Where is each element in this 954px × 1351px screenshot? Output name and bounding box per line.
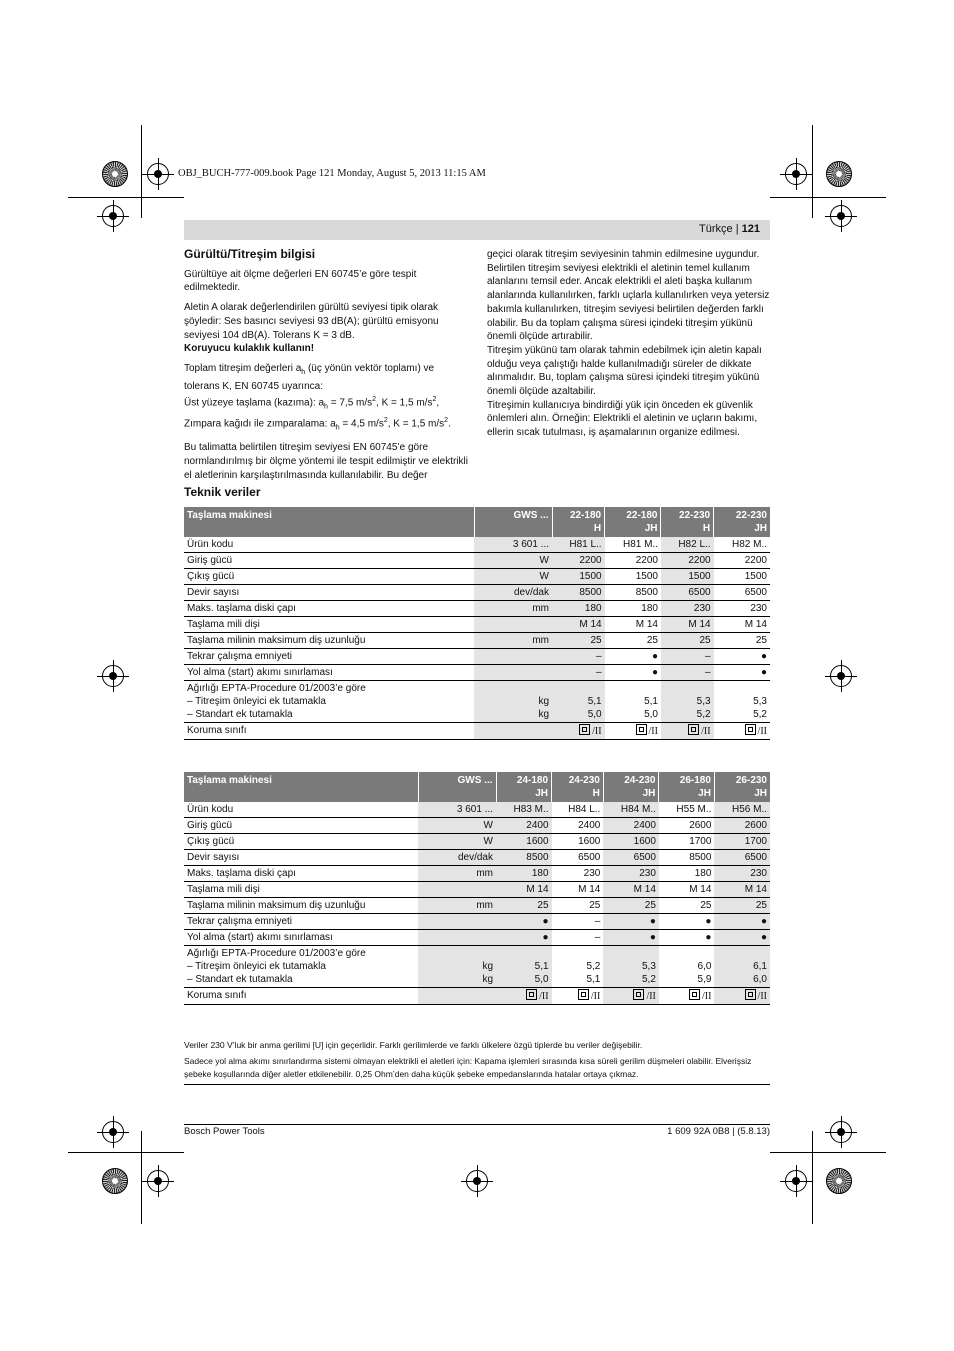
row-value: 1500 [661, 569, 714, 585]
table-row [184, 818, 770, 834]
row-value: 1600 [496, 834, 552, 850]
row-label: Ağırlığı EPTA-Procedure 01/2003’e göre – Titreşim önleyici ek tutamakla – Standart ek tutamakla [184, 946, 418, 988]
color-target-icon [102, 161, 128, 187]
model-header: 24-180 JH [496, 772, 552, 802]
row-unit: dev/dak [418, 850, 496, 866]
table-row-protection [184, 723, 770, 740]
table-row [184, 802, 770, 818]
row-unit: W [418, 834, 496, 850]
row-unit [474, 723, 552, 740]
row-value: H84 M.. [603, 802, 659, 818]
row-value: 1700 [659, 834, 715, 850]
noise-heading: Gürültü/Titreşim bilgisi [184, 247, 316, 261]
row-value: H81 L.. [552, 537, 605, 553]
noise-p2: Aletin A olarak değerlendirilen gürültü seviyesi tipik olarak şöyledir: Ses basıncı seviyesi 93 dB(A); gürültü emisyonu seviyesi 104 dB(A). Tolerans K = 3 dB. Koruyucu kulaklık kullanın! [184, 302, 439, 355]
header-unit: GWS ... [418, 772, 496, 802]
row-value: H82 L.. [661, 537, 714, 553]
row-value: 1500 [605, 569, 661, 585]
row-unit [418, 930, 496, 946]
table-row-protection [184, 988, 770, 1005]
protection-class-icon [579, 724, 590, 735]
model-header: 22-230 H [661, 507, 714, 537]
row-value: 8500 [496, 850, 552, 866]
row-label: Giriş gücü [184, 553, 474, 569]
row-unit [474, 665, 552, 681]
color-target-icon [826, 1168, 852, 1194]
table-row [184, 914, 770, 930]
vibration-sanding: Zımpara kağıdı ile zımparalama: $a_h = 4,5$ $m/s^2$, K = 1,5 $m/s^2$. [184, 417, 451, 432]
row-value: – [552, 665, 605, 681]
row-value: 6500 [714, 850, 770, 866]
model-header: 24-230 H [552, 772, 604, 802]
row-label: Tekrar çalışma emniyeti [184, 914, 418, 930]
row-unit [418, 914, 496, 930]
noise-left-column [184, 248, 468, 489]
row-value: 230 [603, 866, 659, 882]
table-row [184, 633, 770, 649]
row-value: – [661, 649, 714, 665]
row-value: 6500 [661, 585, 714, 601]
table-row [184, 553, 770, 569]
noise-right-p2: Belirtilen titreşim seviyesi elektrikli el aletinin temel kullanım alanlarını temsil eder. Ancak elektrikli el aleti başka kullanım alanlarında kullanılırken, farklı uçlarla kullanılırken veya yetersiz bakımla kullanılırken, titreşim seviyesi belirtilen değerden farklı olabilir. Bu da toplam çalışma süresi içindeki titreşim yükünü önemli ölçüde artırabilir. [487, 262, 770, 343]
table-row [184, 834, 770, 850]
row-value: 2600 [714, 818, 770, 834]
row-value: ● [605, 649, 661, 665]
ear-protection-warning: Koruyucu kulaklık kullanın! [184, 343, 315, 355]
table-header-row [184, 772, 770, 802]
protection-class: /II [552, 723, 605, 740]
row-value: 2200 [605, 553, 661, 569]
row-value: ● [659, 914, 715, 930]
vibration-surface: Üst yüzeye taşlama (kazıma): $a_h = 7,5$ $m/s^2$, K = 1,5 $m/s^2$, [184, 396, 440, 411]
protection-class: /II [714, 988, 770, 1005]
row-value: 180 [605, 601, 661, 617]
protection-class-icon [689, 989, 700, 1000]
row-value: 5,1 5,0 [605, 681, 661, 723]
row-value: ● [496, 914, 552, 930]
vibration-values: Toplam titreşim değerleri $a_h$ (üç yönün vektör toplamı) ve tolerans K, EN 60745 uyarınca: [184, 362, 435, 392]
registration-mark-icon [830, 665, 852, 687]
row-unit: 3 601 ... [418, 802, 496, 818]
registration-mark-icon [102, 205, 124, 227]
row-value: – [552, 649, 605, 665]
row-unit: mm [474, 633, 552, 649]
protection-class: /II [659, 988, 715, 1005]
row-value: 1700 [714, 834, 770, 850]
color-target-icon [826, 161, 852, 187]
row-value: ● [714, 930, 770, 946]
table-row [184, 850, 770, 866]
row-value: 1600 [552, 834, 604, 850]
protection-class: /II [605, 723, 661, 740]
row-value: 2200 [714, 553, 770, 569]
row-value: 8500 [552, 585, 605, 601]
page-number: 121 [741, 223, 760, 235]
registration-mark-icon [830, 205, 852, 227]
row-value: 25 [552, 898, 604, 914]
row-value: 2600 [659, 818, 715, 834]
row-value: 25 [552, 633, 605, 649]
row-label: Giriş gücü [184, 818, 418, 834]
row-value: M 14 [552, 617, 605, 633]
model-header: 24-230 JH [603, 772, 659, 802]
row-value: ● [659, 930, 715, 946]
row-label: Yol alma (start) akımı sınırlaması [184, 665, 474, 681]
row-value: 230 [661, 601, 714, 617]
noise-p1: Gürültüye ait ölçme değerleri EN 60745’e göre tespit edilmektedir. [184, 268, 417, 294]
table-row [184, 882, 770, 898]
protection-class-icon [578, 989, 589, 1000]
table-notes [184, 1039, 770, 1084]
row-label: Maks. taşlama diski çapı [184, 866, 418, 882]
row-value: 5,3 5,2 [603, 946, 659, 988]
table-row [184, 930, 770, 946]
row-value: M 14 [603, 882, 659, 898]
table-row [184, 585, 770, 601]
row-value: 25 [603, 898, 659, 914]
row-value: – [552, 914, 604, 930]
row-value: ● [603, 914, 659, 930]
row-label: Çıkış gücü [184, 569, 474, 585]
color-target-icon [102, 1168, 128, 1194]
row-value: M 14 [714, 882, 770, 898]
row-value: 2400 [552, 818, 604, 834]
row-label: Koruma sınıfı [184, 988, 418, 1005]
protection-class: /II [496, 988, 552, 1005]
row-unit [418, 988, 496, 1005]
row-value: 25 [659, 898, 715, 914]
protection-class: /II [552, 988, 604, 1005]
print-slug: OBJ_BUCH-777-009.book Page 121 Monday, August 5, 2013 11:15 AM [178, 168, 486, 179]
noise-p7: Bu talimatta belirtilen titreşim seviyesi EN 60745’e göre normlandırılmış bir ölçme yöntemi ile tespit edilmiştir ve elektrikli el aletlerinin karşılaştırılmasında kullanılabilir. Bu değer [184, 442, 468, 481]
row-value: ● [714, 649, 770, 665]
table-row [184, 569, 770, 585]
registration-mark-icon [785, 163, 807, 185]
registration-mark-icon [147, 163, 169, 185]
row-value: H84 L.. [552, 802, 604, 818]
registration-mark-icon [102, 1121, 124, 1143]
table-row [184, 665, 770, 681]
protection-class: /II [661, 723, 714, 740]
row-unit: mm [418, 898, 496, 914]
row-value: M 14 [714, 617, 770, 633]
header-label: Taşlama makinesi [184, 507, 474, 537]
registration-mark-icon [102, 665, 124, 687]
row-unit: kg kg [418, 946, 496, 988]
note-1: Veriler 230 V’luk bir anma gerilimi [U] için geçerlidir. Farklı gerilimlerde ve farklı ülkelere özgü tiplerde bu veriler değişebilir. [184, 1040, 643, 1050]
header-label: Taşlama makinesi [184, 772, 418, 802]
row-label: Koruma sınıfı [184, 723, 474, 740]
row-label: Ürün kodu [184, 537, 474, 553]
row-value: 230 [714, 866, 770, 882]
row-value: 5,3 5,2 [714, 681, 770, 723]
registration-mark-icon [466, 1170, 488, 1192]
table-row [184, 649, 770, 665]
footer-right: 1 609 92A 0B8 | (5.8.13) [667, 1126, 770, 1137]
row-value: 5,1 5,0 [552, 681, 605, 723]
row-value: 5,1 5,0 [496, 946, 552, 988]
row-value: ● [714, 665, 770, 681]
row-value: 2200 [661, 553, 714, 569]
row-value: 180 [659, 866, 715, 882]
row-unit: mm [474, 601, 552, 617]
row-value: 8500 [605, 585, 661, 601]
row-value: 25 [714, 633, 770, 649]
row-value: 5,3 5,2 [661, 681, 714, 723]
row-value: H56 M.. [714, 802, 770, 818]
row-value: 230 [552, 866, 604, 882]
table-row-weight [184, 681, 770, 723]
protection-class-icon [633, 989, 644, 1000]
row-value: M 14 [605, 617, 661, 633]
row-unit: mm [418, 866, 496, 882]
row-value: 6500 [603, 850, 659, 866]
row-value: 230 [714, 601, 770, 617]
protection-class-icon [526, 989, 537, 1000]
row-value: 1500 [552, 569, 605, 585]
table-row [184, 617, 770, 633]
row-value: 25 [714, 898, 770, 914]
table-row [184, 601, 770, 617]
row-unit: W [418, 818, 496, 834]
row-unit: W [474, 553, 552, 569]
row-value: ● [603, 930, 659, 946]
row-value: 6,1 6,0 [714, 946, 770, 988]
protection-class: /II [714, 723, 770, 740]
row-value: H83 M.. [496, 802, 552, 818]
row-value: 2400 [603, 818, 659, 834]
row-label: Taşlama mili dişi [184, 617, 474, 633]
row-value: 25 [661, 633, 714, 649]
row-value: 5,2 5,1 [552, 946, 604, 988]
footer-left: Bosch Power Tools [184, 1126, 265, 1137]
spec-table-2 [184, 772, 770, 1005]
noise-right-p3: Titreşim yükünü tam olarak tahmin edebilmek için aletin kapalı olduğu veya çalıştığı halde kullanılmadığı süreler de dikkate alınmalıdır. Bu, toplam çalışma süresi içindeki titreşim yükünü önemli ölçüde azaltabilir. [487, 344, 762, 398]
row-label: Taşlama milinin maksimum diş uzunluğu [184, 633, 474, 649]
row-value: 180 [552, 601, 605, 617]
registration-mark-icon [830, 1121, 852, 1143]
row-unit [474, 649, 552, 665]
protection-class-icon [636, 724, 647, 735]
row-label: Çıkış gücü [184, 834, 418, 850]
row-value: ● [605, 665, 661, 681]
header-unit: GWS ... [474, 507, 552, 537]
row-value: 6,0 5,9 [659, 946, 715, 988]
row-label: Ağırlığı EPTA-Procedure 01/2003’e göre – Titreşim önleyici ek tutamakla – Standart ek tutamakla [184, 681, 474, 723]
model-header: 26-180 JH [659, 772, 715, 802]
tech-heading: Teknik veriler [184, 485, 261, 499]
row-label: Taşlama milinin maksimum diş uzunluğu [184, 898, 418, 914]
row-unit [474, 617, 552, 633]
registration-mark-icon [147, 1170, 169, 1192]
row-value: 2400 [496, 818, 552, 834]
row-label: Ürün kodu [184, 802, 418, 818]
noise-right-p4: Titreşimin kullanıcıya bindirdiği yük için önceden ek güvenlik önlemleri alın. Örneğin: Elektrikli el aletinin ve uçların bakımı, ellerin sıcak tutulması, iş aşamalarının organize edilmesi. [487, 399, 758, 439]
table-row [184, 866, 770, 882]
noise-right-p1: geçici olarak titreşim seviyesinin tahmin edilmesine uygundur. [487, 249, 760, 260]
registration-mark-icon [785, 1170, 807, 1192]
model-header: 22-230 JH [714, 507, 770, 537]
model-header: 22-180 H [552, 507, 605, 537]
row-value: – [552, 930, 604, 946]
row-value: ● [714, 914, 770, 930]
table-row [184, 898, 770, 914]
row-value: 1500 [714, 569, 770, 585]
row-label: Yol alma (start) akımı sınırlaması [184, 930, 418, 946]
row-label: Devir sayısı [184, 585, 474, 601]
row-value: M 14 [552, 882, 604, 898]
row-value: 25 [496, 898, 552, 914]
row-value: M 14 [659, 882, 715, 898]
row-value: M 14 [496, 882, 552, 898]
table-row-weight [184, 946, 770, 988]
model-header: 22-180 JH [605, 507, 661, 537]
header-language: Türkçe [699, 223, 733, 235]
table-row [184, 537, 770, 553]
row-value: 2200 [552, 553, 605, 569]
row-unit [418, 882, 496, 898]
row-label: Devir sayısı [184, 850, 418, 866]
row-value: 180 [496, 866, 552, 882]
page-header: Türkçe | 121 [184, 220, 770, 240]
noise-right-column [487, 248, 770, 446]
row-value: M 14 [661, 617, 714, 633]
model-header: 26-230 JH [714, 772, 770, 802]
row-value: H55 M.. [659, 802, 715, 818]
row-unit: 3 601 ... [474, 537, 552, 553]
row-value: 1600 [603, 834, 659, 850]
notes-bottom-rule [184, 1084, 770, 1085]
protection-class: /II [603, 988, 659, 1005]
row-value: H81 M.. [605, 537, 661, 553]
note-2: Sadece yol alma akımı sınırlandırma sistemi olmayan elektrikli el aletleri için: Kapama işlemleri sırasında kısa süreli gerilim düşmeleri olabilir. Elverişsiz şebeke koşullarında diğer aletler etkilenebilir. 0,25 Ohm’den daha küçük şebeke empedanslarında hatalar ortaya çıkmaz. [184, 1056, 752, 1079]
protection-class-icon [745, 724, 756, 735]
row-value: ● [496, 930, 552, 946]
protection-class-icon [745, 989, 756, 1000]
row-value: 25 [605, 633, 661, 649]
row-unit: dev/dak [474, 585, 552, 601]
table-header-row [184, 507, 770, 537]
row-value: 6500 [714, 585, 770, 601]
row-value: 8500 [659, 850, 715, 866]
row-label: Tekrar çalışma emniyeti [184, 649, 474, 665]
row-unit: kg kg [474, 681, 552, 723]
row-value: H82 M.. [714, 537, 770, 553]
protection-class-icon [688, 724, 699, 735]
row-value: 6500 [552, 850, 604, 866]
footer-rule [184, 1124, 770, 1125]
row-value: – [661, 665, 714, 681]
row-label: Maks. taşlama diski çapı [184, 601, 474, 617]
spec-table-1 [184, 507, 770, 740]
row-label: Taşlama mili dişi [184, 882, 418, 898]
row-unit: W [474, 569, 552, 585]
